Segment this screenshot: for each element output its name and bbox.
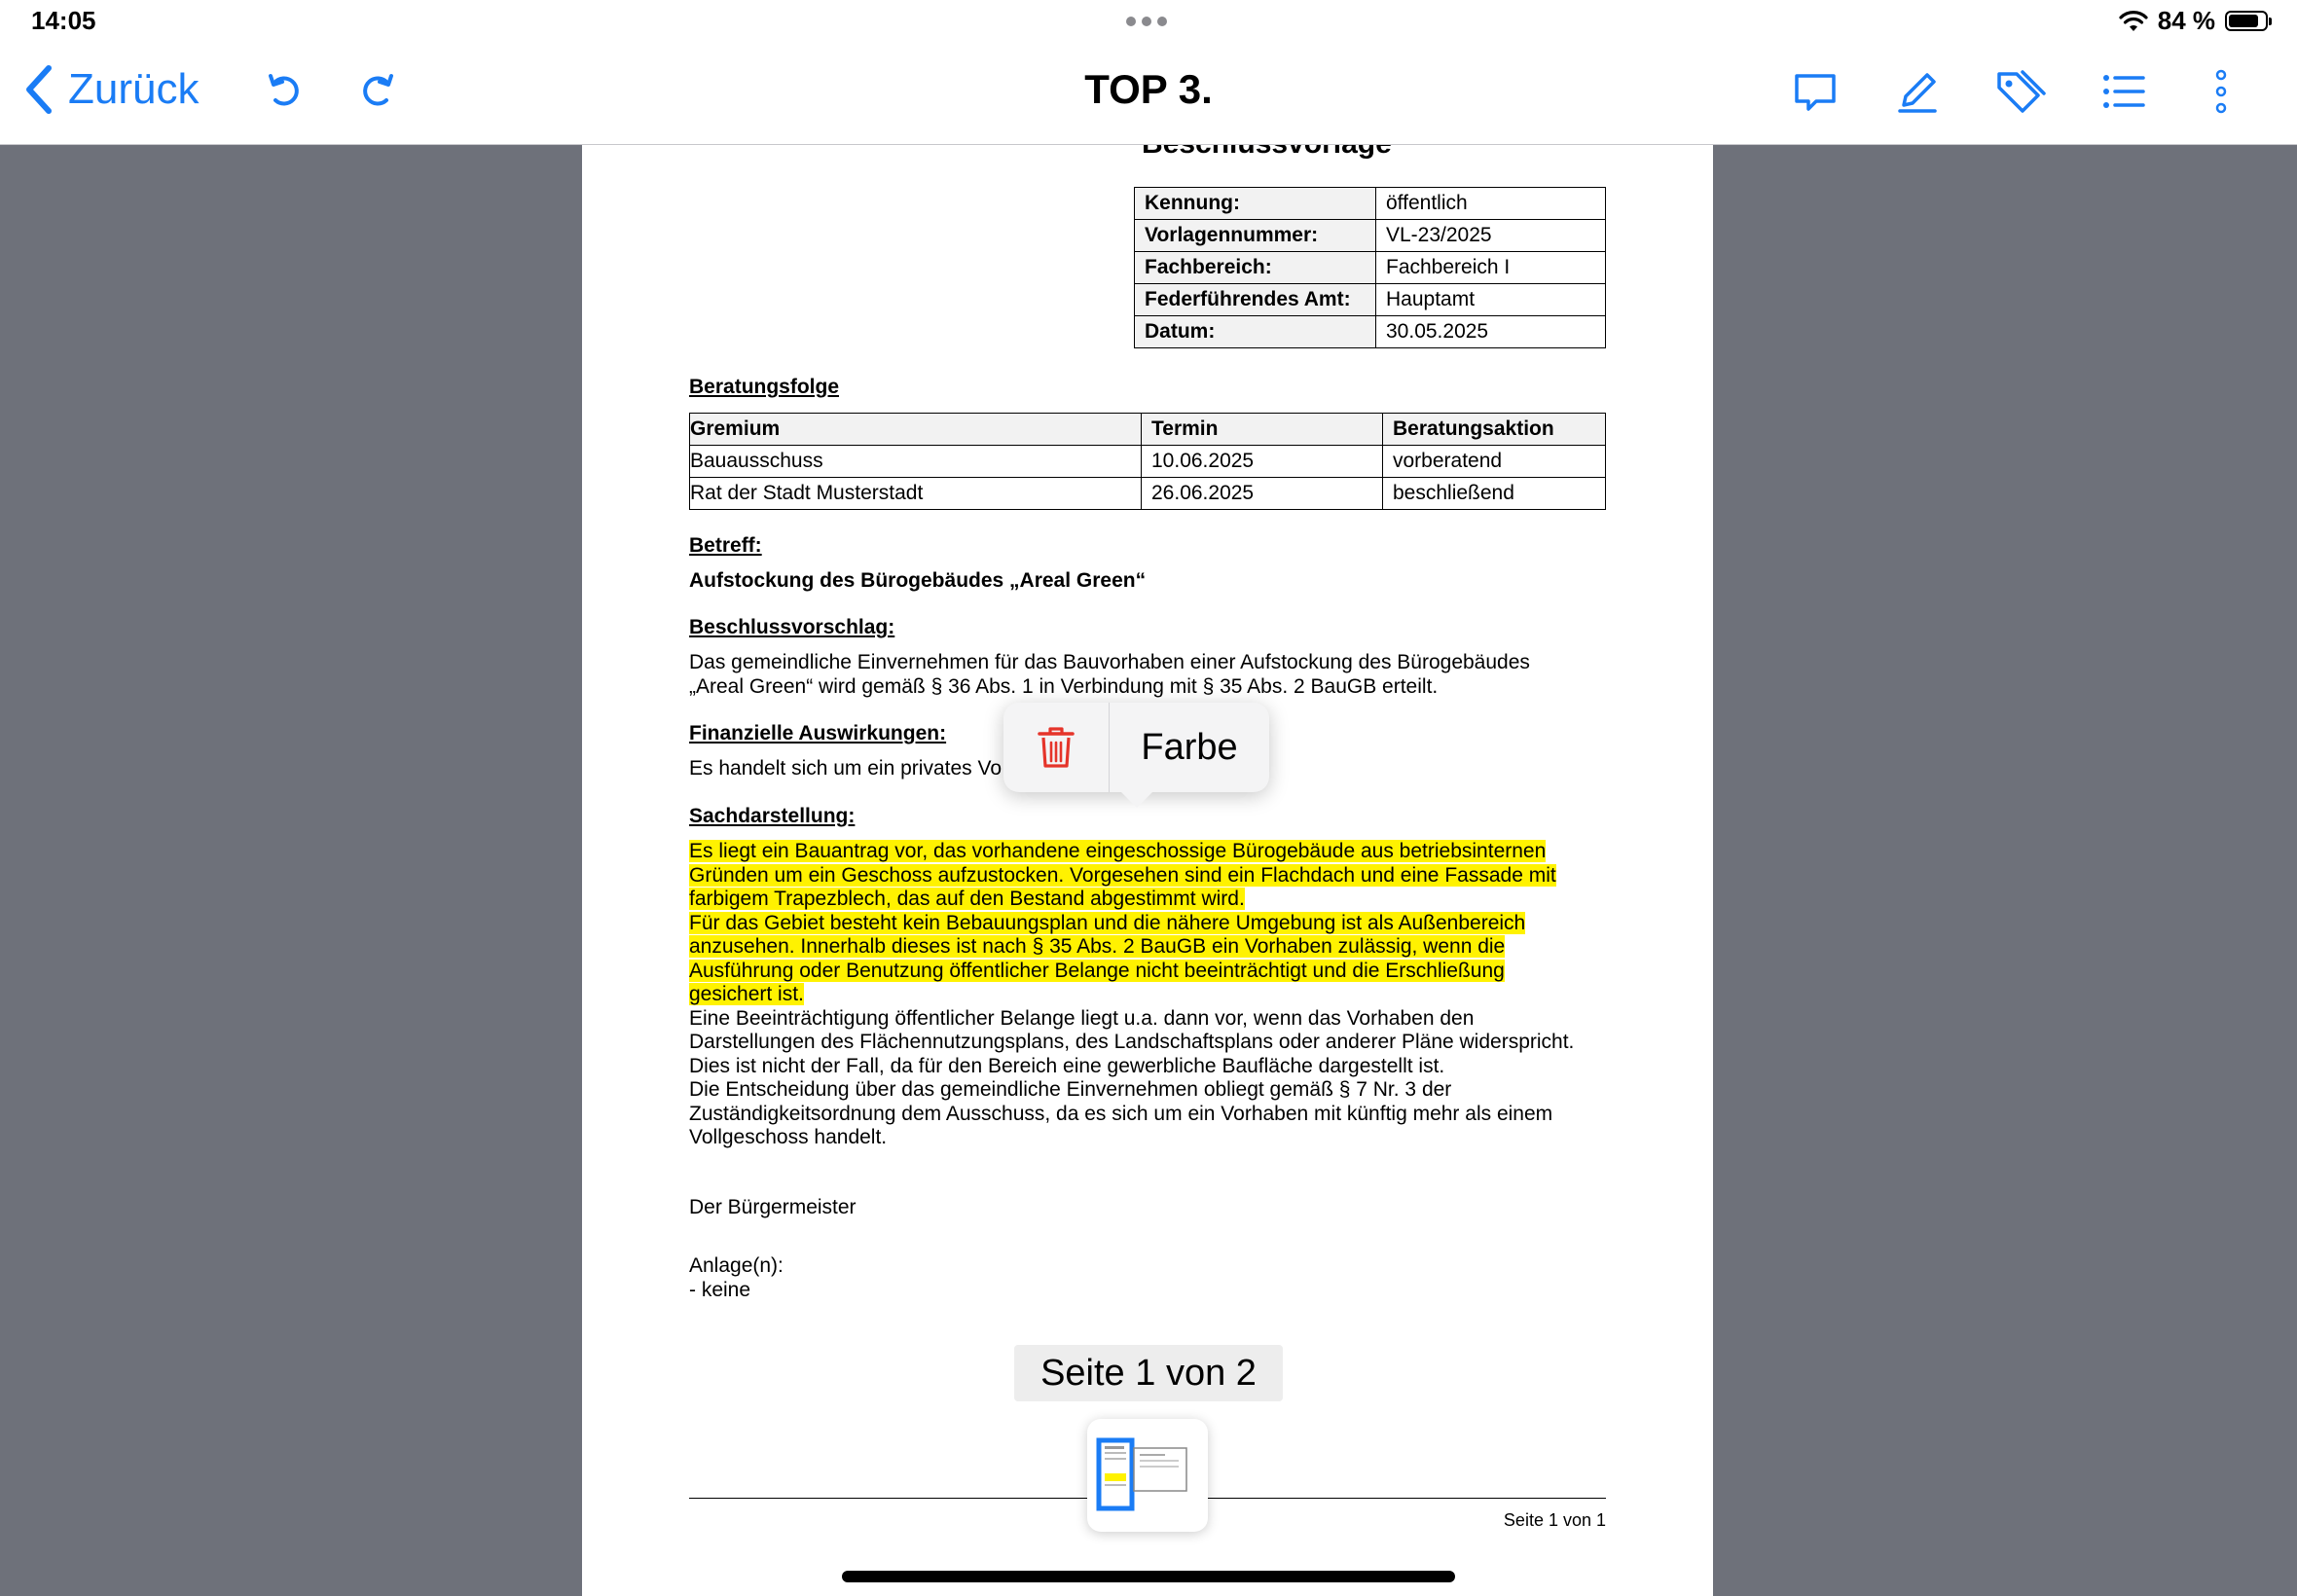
table-row — [1135, 316, 1606, 348]
back-button-label: Zurück — [68, 65, 200, 113]
anlage-item: - keine — [689, 1279, 751, 1301]
meta-key: Federführendes Amt: — [1135, 284, 1376, 316]
color-button[interactable]: Farbe — [1141, 726, 1238, 768]
betreff-title: Betreff: — [689, 534, 762, 557]
page-title: TOP 3. — [1084, 66, 1213, 112]
meta-key: Vorlagennummer: — [1135, 220, 1376, 252]
wifi-icon — [2119, 10, 2148, 33]
status-indicators — [2119, 6, 2268, 36]
finanzielle-auswirkungen-title: Finanzielle Auswirkungen: — [689, 722, 947, 744]
top-bar — [0, 0, 2297, 145]
meta-value: Fachbereich I — [1376, 252, 1606, 284]
highlighted-line[interactable]: gesichert ist. — [689, 983, 804, 1005]
delete-button[interactable] — [1003, 703, 1110, 792]
text-line: Dies ist nicht der Fall, da für den Bereich eine gewerbliche Baufläche dargestellt ist. — [689, 1054, 1445, 1077]
finanzielle-auswirkungen-text: Es handelt sich um ein privates Vo — [689, 757, 1003, 780]
beratungsfolge-title: Beratungsfolge — [689, 376, 840, 398]
meta-key: Kennung: — [1135, 188, 1376, 220]
table-cell: Bauausschuss — [690, 446, 1142, 478]
sachdarstellung-text[interactable] — [689, 840, 1623, 1150]
table-header-row — [690, 414, 1606, 446]
multitasking-dots[interactable] — [1126, 17, 1167, 26]
tag-icon[interactable] — [1995, 68, 2046, 115]
column-header: Beratungsaktion — [1383, 414, 1606, 446]
page-footer: Seite 1 von 1 — [1503, 1510, 1606, 1530]
column-header: Gremium — [690, 414, 1142, 446]
text-line: Das gemeindliche Einvernehmen für das Bauvorhaben einer Aufstockung des Bürogebäudes — [689, 651, 1530, 673]
more-options-icon[interactable] — [2209, 68, 2233, 115]
table-row — [1135, 284, 1606, 316]
page-thumbnail-icon — [1087, 1419, 1208, 1532]
text-line: Die Entscheidung über das gemeindliche Einvernehmen obliegt gemäß § 7 Nr. 3 der — [689, 1078, 1452, 1101]
popup-arrow — [1119, 790, 1154, 808]
highlighted-line[interactable]: Gründen um ein Geschoss aufzustocken. Vorgesehen sind ein Flachdach und eine Fassade mit — [689, 863, 1556, 887]
highlighted-text-annotation[interactable] — [689, 840, 1623, 1007]
home-indicator[interactable] — [842, 1571, 1455, 1582]
pencil-icon[interactable] — [1894, 68, 1941, 115]
column-header: Termin — [1142, 414, 1383, 446]
text-line: Zuständigkeitsordnung dem Ausschuss, da es sich um ein Vorhaben mit künftig mehr als einem — [689, 1102, 1553, 1125]
status-time: 14:05 — [31, 6, 96, 35]
table-cell: vorberatend — [1383, 446, 1606, 478]
highlighted-line[interactable]: Ausführung oder Benutzung öffentlicher Belange nicht beeinträchtigt und die Erschließung — [689, 959, 1505, 982]
highlighted-line[interactable]: Für das Gebiet besteht kein Bebauungsplan und die nähere Umgebung ist als Außenbereich — [689, 911, 1526, 934]
meta-table — [1134, 187, 1606, 348]
meta-value: Hauptamt — [1376, 284, 1606, 316]
table-row — [690, 478, 1606, 510]
table-row — [1135, 220, 1606, 252]
text-line: „Areal Green“ wird gemäß § 36 Abs. 1 in Verbindung mit § 35 Abs. 2 BauGB erteilt. — [689, 674, 1439, 698]
highlighted-line[interactable]: Es liegt ein Bauantrag vor, das vorhandene eingeschossige Bürogebäude aus betriebsinternen — [689, 840, 1547, 862]
highlighted-line[interactable]: anzusehen. Innerhalb dieses ist nach § 35 Abs. 2 BauGB ein Vorhaben zulässig, wenn die — [689, 935, 1506, 958]
annotation-context-menu — [1003, 703, 1269, 792]
meta-key: Fachbereich: — [1135, 252, 1376, 284]
table-cell: 26.06.2025 — [1142, 478, 1383, 510]
table-row — [690, 446, 1606, 478]
meta-value: VL-23/2025 — [1376, 220, 1606, 252]
trash-icon — [1037, 725, 1076, 770]
table-row — [1135, 188, 1606, 220]
table-cell: Rat der Stadt Musterstadt — [690, 478, 1142, 510]
battery-icon — [2225, 11, 2268, 31]
beschlussvorschlag-text — [689, 651, 1623, 699]
anlage-title: Anlage(n): — [689, 1254, 784, 1277]
beschlussvorschlag-title: Beschlussvorschlag: — [689, 616, 895, 638]
page-indicator: Seite 1 von 2 — [1014, 1345, 1283, 1401]
beratungsfolge-table — [689, 413, 1606, 510]
text-line: Vollgeschoss handelt. — [689, 1126, 888, 1148]
sachdarstellung-title: Sachdarstellung: — [689, 805, 856, 827]
table-cell: beschließend — [1383, 478, 1606, 510]
list-icon[interactable] — [2100, 68, 2147, 115]
page-thumbnail-strip[interactable] — [1087, 1419, 1208, 1532]
text-line: Darstellungen des Flächennutzungsplans, des Landschaftsplans oder anderer Pläne widerspricht. — [689, 1031, 1575, 1053]
meta-value: 30.05.2025 — [1376, 316, 1606, 348]
highlighted-line[interactable]: farbigem Trapezblech, das auf den Bestand abgestimmt wird. — [689, 888, 1245, 910]
table-row — [1135, 252, 1606, 284]
text-line: Eine Beeinträchtigung öffentlicher Belange liegt u.a. dann vor, wenn das Vorhaben den — [689, 1006, 1475, 1030]
signature: Der Bürgermeister — [689, 1196, 857, 1218]
table-cell: 10.06.2025 — [1142, 446, 1383, 478]
meta-value: öffentlich — [1376, 188, 1606, 220]
battery-percentage: 84 % — [2157, 6, 2215, 35]
betreff-text: Aufstockung des Bürogebäudes „Areal Green“ — [689, 569, 1147, 592]
comment-icon[interactable] — [1793, 68, 1838, 115]
meta-key: Datum: — [1135, 316, 1376, 348]
